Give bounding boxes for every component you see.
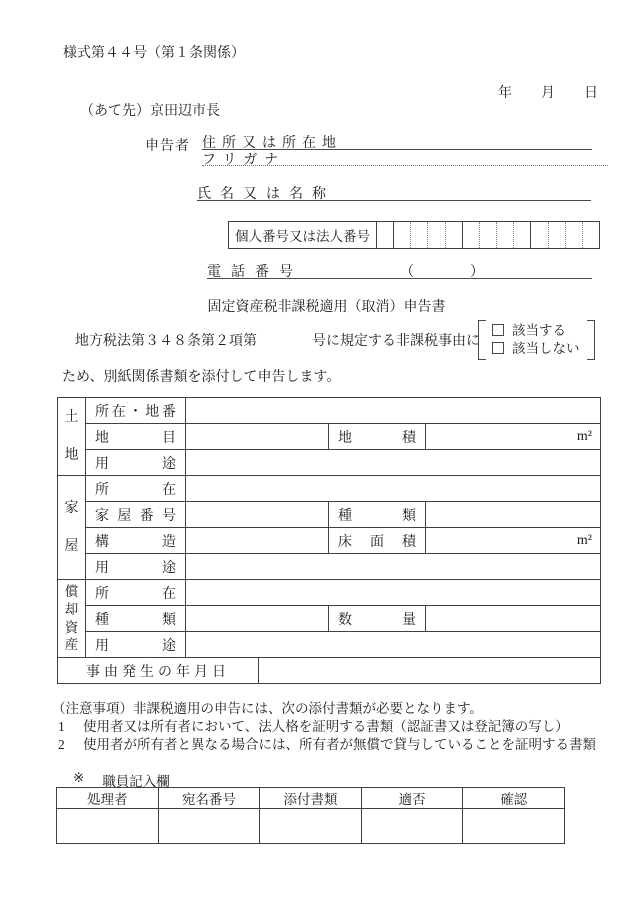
phone-field[interactable] bbox=[207, 261, 592, 279]
staff-address-number-input[interactable] bbox=[158, 809, 260, 844]
staff-header-attachments: 添付書類 bbox=[260, 788, 362, 809]
dep-quantity-input[interactable] bbox=[426, 606, 601, 632]
note-text: 使用者が所有者と異なる場合には、所有者が無償で貸与していることを証明する書類 bbox=[83, 737, 596, 752]
note-item bbox=[52, 736, 612, 754]
land-use-input[interactable] bbox=[186, 450, 601, 476]
land-use-label: 用途 bbox=[86, 450, 186, 476]
dep-location-input[interactable] bbox=[186, 580, 601, 606]
id-digit-cell[interactable] bbox=[582, 222, 599, 248]
id-digit-cell[interactable] bbox=[496, 222, 513, 248]
id-digit-cell[interactable] bbox=[513, 222, 530, 248]
id-digit-cell[interactable] bbox=[427, 222, 444, 248]
dep-use-input[interactable] bbox=[186, 632, 601, 658]
table-row bbox=[58, 632, 601, 658]
id-number-label: 個人番号又は法人番号 bbox=[229, 222, 377, 248]
option-applicable[interactable] bbox=[492, 322, 595, 340]
dep-quantity-label: 数量 bbox=[329, 606, 426, 632]
id-digit-cell[interactable] bbox=[530, 222, 547, 248]
table-row bbox=[58, 606, 601, 632]
checkbox-not-applicable-icon[interactable] bbox=[492, 342, 504, 354]
bldg-structure-label: 構造 bbox=[86, 528, 186, 554]
dep-type-label: 種類 bbox=[86, 606, 186, 632]
date-day-label: 日 bbox=[584, 86, 598, 101]
land-area-label: 地積 bbox=[329, 424, 426, 450]
date-line bbox=[498, 82, 598, 102]
staff-header-row bbox=[57, 788, 565, 809]
law-article-number-field[interactable] bbox=[258, 328, 310, 346]
id-digit-cell[interactable] bbox=[462, 222, 479, 248]
staff-header-address-number: 宛名番号 bbox=[158, 788, 260, 809]
option-not-applicable-label: 該当しない bbox=[512, 341, 580, 356]
bldg-location-label: 所在 bbox=[86, 476, 186, 502]
note-item bbox=[52, 718, 612, 736]
staff-suitability-input[interactable] bbox=[361, 809, 463, 844]
staff-header-confirmation: 確認 bbox=[463, 788, 565, 809]
land-category-label: 地目 bbox=[86, 424, 186, 450]
staff-header-suitability: 適否 bbox=[361, 788, 463, 809]
bldg-use-input[interactable] bbox=[186, 554, 601, 580]
land-location-input[interactable] bbox=[186, 398, 601, 424]
depreciable-group-cell bbox=[58, 580, 86, 658]
notes-section bbox=[52, 700, 612, 754]
table-row bbox=[58, 580, 601, 606]
address-field[interactable] bbox=[202, 132, 592, 150]
staff-entry-row bbox=[57, 809, 565, 844]
staff-mark: ※ bbox=[73, 770, 85, 785]
phone-paren-close: ） bbox=[470, 265, 484, 280]
notes-heading: （注意事項）非課税適用の申告には、次の添付書類が必要となります。 bbox=[52, 701, 483, 716]
dep-location-label: 所在 bbox=[86, 580, 186, 606]
event-date-row bbox=[57, 658, 601, 684]
asset-table bbox=[57, 397, 600, 684]
law-clause-right: 号に規定する非課税事由に bbox=[312, 334, 480, 349]
bldg-floor-area-label: 床面積 bbox=[329, 528, 426, 554]
date-month-label: 月 bbox=[541, 86, 555, 101]
id-digit-cell[interactable] bbox=[565, 222, 582, 248]
bldg-location-input[interactable] bbox=[186, 476, 601, 502]
applicability-options bbox=[478, 320, 595, 360]
dep-type-input[interactable] bbox=[186, 606, 329, 632]
id-digit-cell[interactable] bbox=[479, 222, 496, 248]
bldg-structure-input[interactable] bbox=[186, 528, 329, 554]
land-area-input[interactable]: m² bbox=[426, 424, 601, 450]
depreciable-group-label: 償却資産 bbox=[64, 584, 79, 653]
document-title: 固定資産税非課税適用（取消）申告書 bbox=[207, 300, 446, 315]
table-row bbox=[58, 450, 601, 476]
bracket-right bbox=[587, 320, 595, 360]
bldg-house-number-input[interactable] bbox=[186, 502, 329, 528]
address-label: 住所又は所在地 bbox=[202, 136, 342, 151]
table-row bbox=[58, 502, 601, 528]
bldg-floor-area-input[interactable]: m² bbox=[426, 528, 601, 554]
bldg-house-number-label: 家屋番号 bbox=[86, 502, 186, 528]
bldg-type-input[interactable] bbox=[426, 502, 601, 528]
building-group-label: 家屋 bbox=[64, 500, 79, 554]
furigana-label: フリガナ bbox=[202, 153, 286, 168]
staff-heading-label: 職員記入欄 bbox=[102, 774, 170, 789]
table-row bbox=[58, 476, 601, 502]
id-number-box bbox=[228, 221, 600, 249]
bldg-use-label: 用途 bbox=[86, 554, 186, 580]
table-row bbox=[58, 528, 601, 554]
building-group-cell bbox=[58, 476, 86, 580]
table-row bbox=[58, 554, 601, 580]
id-digit-cell[interactable] bbox=[410, 222, 427, 248]
law-clause-left: 地方税法第３４８条第２項第 bbox=[75, 334, 257, 349]
staff-processor-input[interactable] bbox=[57, 809, 159, 844]
id-number-cells bbox=[377, 222, 599, 248]
table-row bbox=[58, 658, 601, 684]
phone-paren-open: （ bbox=[400, 265, 414, 280]
land-location-label: 所在・地番 bbox=[86, 398, 186, 424]
furigana-field[interactable] bbox=[202, 149, 608, 166]
closing-statement: ため、別紙関係書類を添付して申告します。 bbox=[62, 370, 341, 385]
event-date-input[interactable] bbox=[259, 658, 601, 684]
option-applicable-label: 該当する bbox=[512, 323, 566, 338]
date-year-label: 年 bbox=[498, 86, 512, 101]
note-text: 使用者又は所有者において、法人格を証明する書類（認証書又は登記簿の写し） bbox=[83, 719, 569, 734]
name-field[interactable] bbox=[197, 183, 591, 201]
note-number: 2 bbox=[58, 737, 65, 752]
event-date-label: 事由発生の年月日 bbox=[58, 658, 259, 684]
staff-table bbox=[56, 787, 565, 844]
name-label: 氏名又は名称 bbox=[197, 187, 335, 202]
declarant-label: 申告者 bbox=[145, 139, 190, 154]
staff-confirmation-input[interactable] bbox=[463, 809, 565, 844]
form-number: 様式第４４号（第１条関係） bbox=[63, 46, 245, 61]
land-group-label: 土地 bbox=[64, 409, 79, 463]
land-category-input[interactable] bbox=[186, 424, 329, 450]
bracket-left bbox=[478, 320, 486, 360]
staff-header-processor: 処理者 bbox=[57, 788, 159, 809]
bldg-type-label: 種類 bbox=[329, 502, 426, 528]
staff-attachments-input[interactable] bbox=[260, 809, 362, 844]
option-not-applicable[interactable] bbox=[492, 340, 595, 358]
addressee: （あて先）京田辺市長 bbox=[80, 104, 220, 119]
checkbox-applicable-icon[interactable] bbox=[492, 324, 504, 336]
id-digit-cell[interactable] bbox=[377, 222, 393, 248]
table-row bbox=[58, 424, 601, 450]
id-digit-cell[interactable] bbox=[445, 222, 462, 248]
phone-label: 電話番号 bbox=[207, 265, 303, 280]
land-group-cell bbox=[58, 398, 86, 476]
dep-use-label: 用途 bbox=[86, 632, 186, 658]
table-row bbox=[58, 398, 601, 424]
note-number: 1 bbox=[58, 719, 65, 734]
id-digit-cell[interactable] bbox=[548, 222, 565, 248]
id-digit-cell[interactable] bbox=[393, 222, 410, 248]
